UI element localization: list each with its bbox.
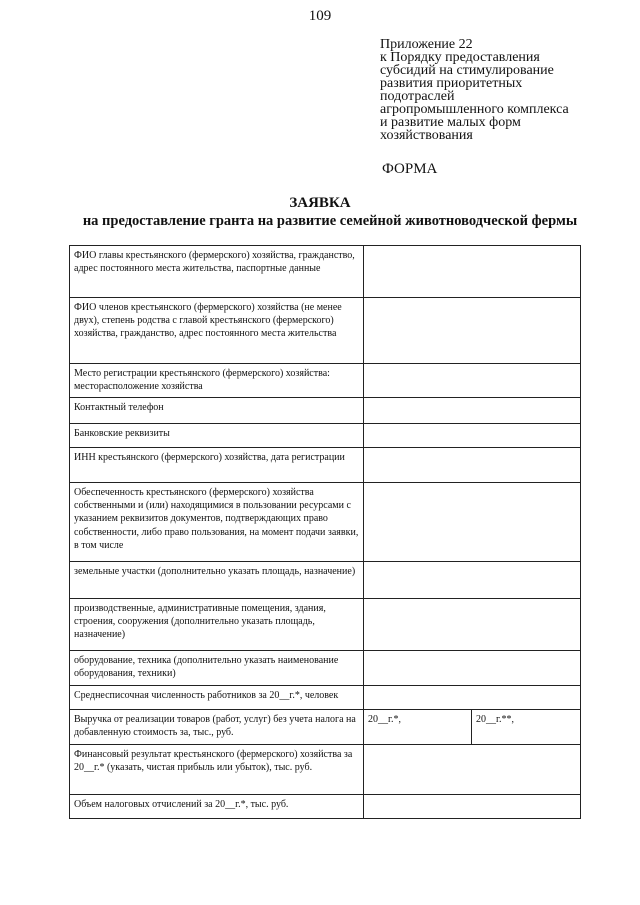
table-row [70,398,581,424]
table-row [70,424,581,448]
document-subtitle: на предоставление гранта на развитие семейной животноводческой фермы [82,213,578,229]
page-number: 109 [308,8,332,24]
annex-line: субсидий на стимулирование [380,63,554,78]
table-row [70,651,581,686]
annex-line: и развитие малых форм [380,115,521,130]
value-cell[interactable] [364,795,581,819]
value-cell[interactable] [364,246,581,298]
value-cell[interactable] [364,424,581,448]
annex-line: агропромышленного комплекса [380,102,569,117]
value-cell[interactable] [364,686,581,710]
annex-line: подотраслей [380,89,455,104]
year-2-cell[interactable]: 20__г.**, [472,710,581,745]
application-table [69,245,581,819]
annex-line: хозяйствования [380,128,473,143]
row-label: Финансовый результат крестьянского (фермерского) хозяйства за 20__г.* (указать, чистая прибыль или убыток), тыс. руб. [70,745,364,795]
table-row [70,483,581,562]
value-cell[interactable] [364,745,581,795]
table-row [70,298,581,364]
row-label: Место регистрации крестьянского (фермерского) хозяйства: месторасположение хозяйства [70,364,364,398]
row-label: ФИО членов крестьянского (фермерского) хозяйства (не менее двух), степень родства с главой крестьянского (фермерского) хозяйства, гражданство, адрес постоянного места жительства [70,298,364,364]
annex-line: развития приоритетных [380,76,523,91]
row-label: Обеспеченность крестьянского (фермерского) хозяйства собственными и (или) находящимися в пользовании ресурсами с указанием реквизитов документов, подтверждающих право собственности, либо право пользования, на момент подачи заявки, в том числе [70,483,364,562]
value-cell[interactable] [364,562,581,599]
value-cell[interactable] [364,364,581,398]
row-label: оборудование, техника (дополнительно указать наименование оборудования, техники) [70,651,364,686]
table-row [70,246,581,298]
form-label: ФОРМА [382,161,438,177]
table-row [70,448,581,483]
table-row [70,795,581,819]
row-label: земельные участки (дополнительно указать площадь, назначение) [70,562,364,599]
row-label: Выручка от реализации товаров (работ, услуг) без учета налога на добавленную стоимость за, тыс., руб. [70,710,364,745]
annex-line: Приложение 22 [380,37,473,52]
annex-reference [380,38,630,142]
row-label: производственные, административные помещения, здания, строения, сооружения (дополнительно указать площадь, назначение) [70,599,364,651]
row-label: Объем налоговых отчислений за 20__г.*, тыс. руб. [70,795,364,819]
row-label: ИНН крестьянского (фермерского) хозяйства, дата регистрации [70,448,364,483]
table-row [70,686,581,710]
row-label: Контактный телефон [70,398,364,424]
row-label: Банковские реквизиты [70,424,364,448]
row-label: ФИО главы крестьянского (фермерского) хозяйства, гражданство, адрес постоянного места жительства, паспортные данные [70,246,364,298]
value-cell[interactable] [364,483,581,562]
year-1-cell[interactable]: 20__г.*, [364,710,472,745]
value-cell[interactable] [364,599,581,651]
table-row [70,710,581,745]
value-cell[interactable] [364,298,581,364]
annex-line: к Порядку предоставления [380,50,540,65]
document-title: ЗАЯВКА [289,195,351,211]
value-cell[interactable] [364,448,581,483]
table-row [70,364,581,398]
row-label: Среднесписочная численность работников за 20__г.*, человек [70,686,364,710]
table-row [70,562,581,599]
table-row [70,599,581,651]
value-cell[interactable] [364,651,581,686]
table-row [70,745,581,795]
value-cell[interactable] [364,398,581,424]
